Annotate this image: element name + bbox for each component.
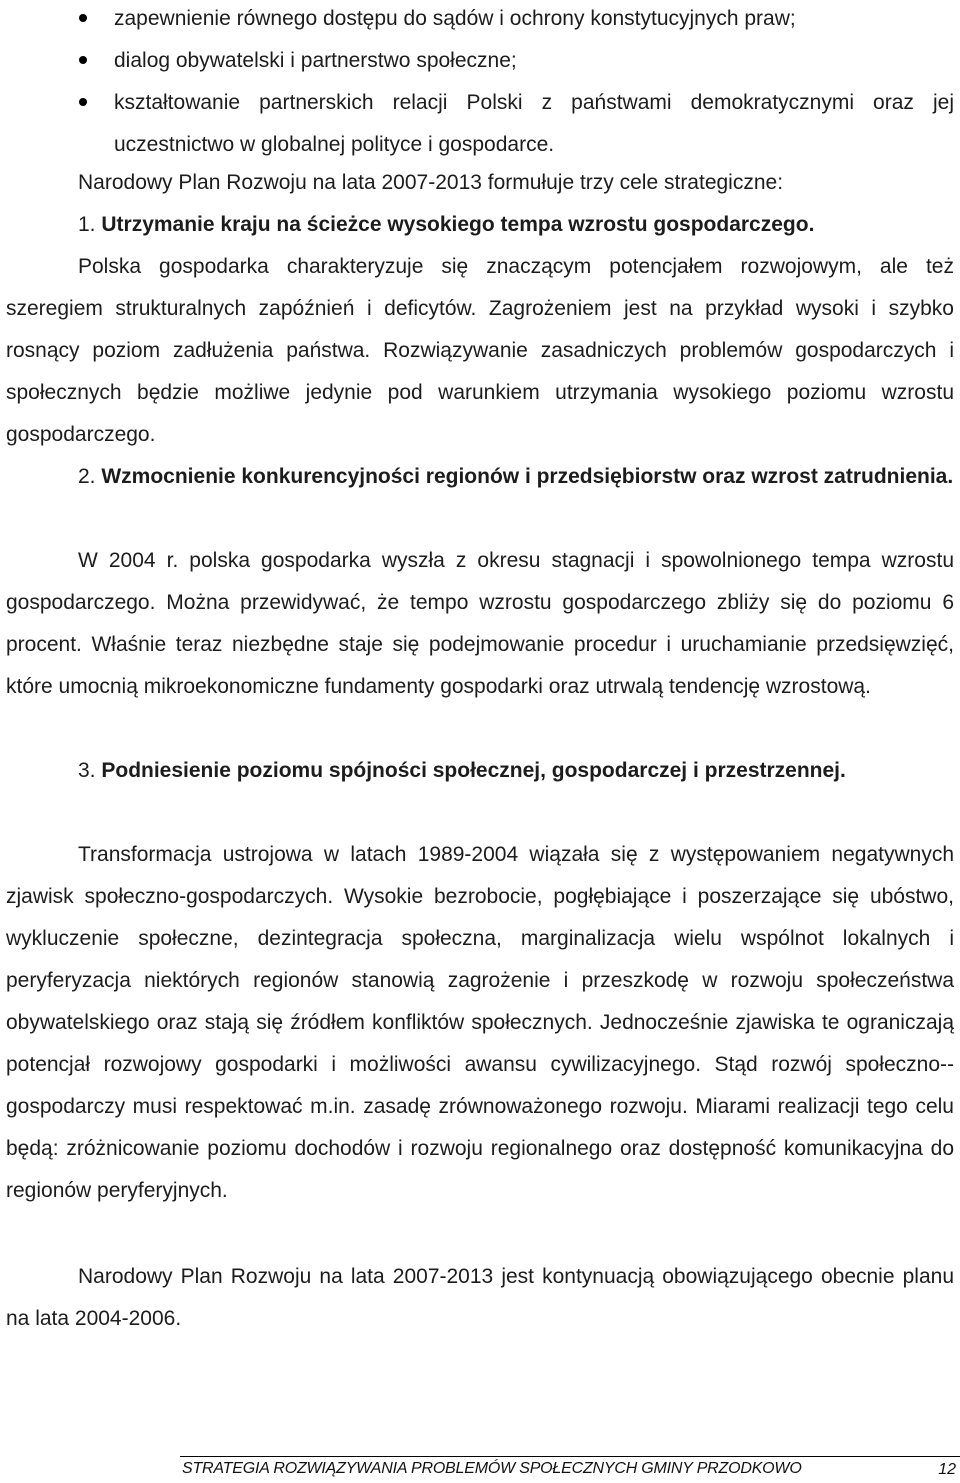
goal-2-text: W 2004 r. polska gospodarka wyszła z okresu stagnacji i spowolnionego tempa wzrostu gospodarczego. Można przewidywać, że tempo wzrostu gospodarczego zbliży się do poziomu 6 procent. Właśnie teraz niezbędne staje się podejmowanie procedur i uruchamianie przedsięwzięć, które umocnią mikroekonomiczne fundamenty gospodarki oraz utrwalą tendencję wzrostową. — [6, 549, 954, 698]
goal-2-number: 2. — [78, 465, 96, 488]
closing-text: Narodowy Plan Rozwoju na lata 2007-2013 jest kontynuacją obowiązującego obecnie planu na lata 2004-2006. — [6, 1265, 954, 1330]
goal-2-paragraph — [6, 540, 954, 708]
goal-3-title: Podniesienie poziomu spójności społecznej, gospodarczej i przestrzennej. — [101, 759, 846, 782]
goal-2-heading — [78, 456, 954, 498]
goal-3-number: 3. — [78, 759, 96, 782]
closing-paragraph — [6, 1256, 954, 1340]
bullet-dot-icon — [79, 98, 87, 106]
page-number: 12 — [938, 1461, 956, 1478]
footer-divider — [180, 1456, 960, 1457]
bullet-text: kształtowanie partnerskich relacji Polski z państwami demokratycznymi oraz jej uczestnictwo w globalnej polityce i gospodarce. — [114, 91, 954, 156]
intro-label: Narodowy Plan Rozwoju na lata 2007-2013 formułuje trzy cele strategiczne: — [78, 171, 784, 194]
bullet-list — [0, 0, 960, 166]
intro-text — [78, 162, 960, 204]
bullet-dot-icon — [79, 14, 87, 22]
bullet-item — [0, 0, 960, 40]
goal-3-paragraph — [6, 834, 954, 1212]
goal-1-text: Polska gospodarka charakteryzuje się znaczącym potencjałem rozwojowym, ale też szeregiem strukturalnych zapóźnień i deficytów. Zagrożeniem jest na przykład wysoki i szybko rosnący poziom zadłużenia państwa. Rozwiązywanie zasadniczych problemów gospodarczych i społecznych będzie możliwe jedynie pod warunkiem utrzymania wysokiego poziomu wzrostu gospodarczego. — [6, 255, 954, 446]
bullet-text: zapewnienie równego dostępu do sądów i ochrony konstytucyjnych praw; — [114, 7, 796, 30]
footer-title: STRATEGIA ROZWIĄZYWANIA PROBLEMÓW SPOŁECZNYCH GMINY PRZODKOWO — [182, 1460, 802, 1477]
goal-2-title: Wzmocnienie konkurencyjności regionów i przedsiębiorstw oraz wzrost zatrudnienia. — [101, 465, 954, 488]
bullet-item — [0, 82, 960, 166]
bullet-dot-icon — [79, 56, 87, 64]
bullet-item — [0, 40, 960, 82]
goal-1-heading — [78, 204, 954, 246]
goal-1-paragraph — [6, 246, 954, 456]
goal-3-heading — [78, 750, 954, 792]
goal-1-number: 1. — [78, 213, 96, 236]
goal-3-text: Transformacja ustrojowa w latach 1989-2004 wiązała się z występowaniem negatywnych zjawisk społeczno-gospodarczych. Wysokie bezrobocie, pogłębiające i poszerzające się ubóstwo, wykluczenie społeczne, dezintegracja społeczna, marginalizacja wielu wspólnot lokalnych i peryferyzacja niektórych regionów stanowią zagrożenie i przeszkodę w rozwoju społeczeństwa obywatelskiego oraz stają się źródłem konfliktów społecznych. Jednocześnie zjawiska te ograniczają potencjał rozwojowy gospodarki i możliwości awansu cywilizacyjnego. Stąd rozwój społeczno--gospodarczy musi respektować m.in. zasadę zrównoważonego rozwoju. Miarami realizacji tego celu będą: zróżnicowanie poziomu dochodów i rozwoju regionalnego oraz dostępność komunikacyjna do regionów peryferyjnych. — [6, 843, 954, 1202]
goal-1-title: Utrzymanie kraju na ścieżce wysokiego tempa wzrostu gospodarczego. — [101, 213, 815, 236]
bullet-text: dialog obywatelski i partnerstwo społeczne; — [114, 49, 517, 72]
